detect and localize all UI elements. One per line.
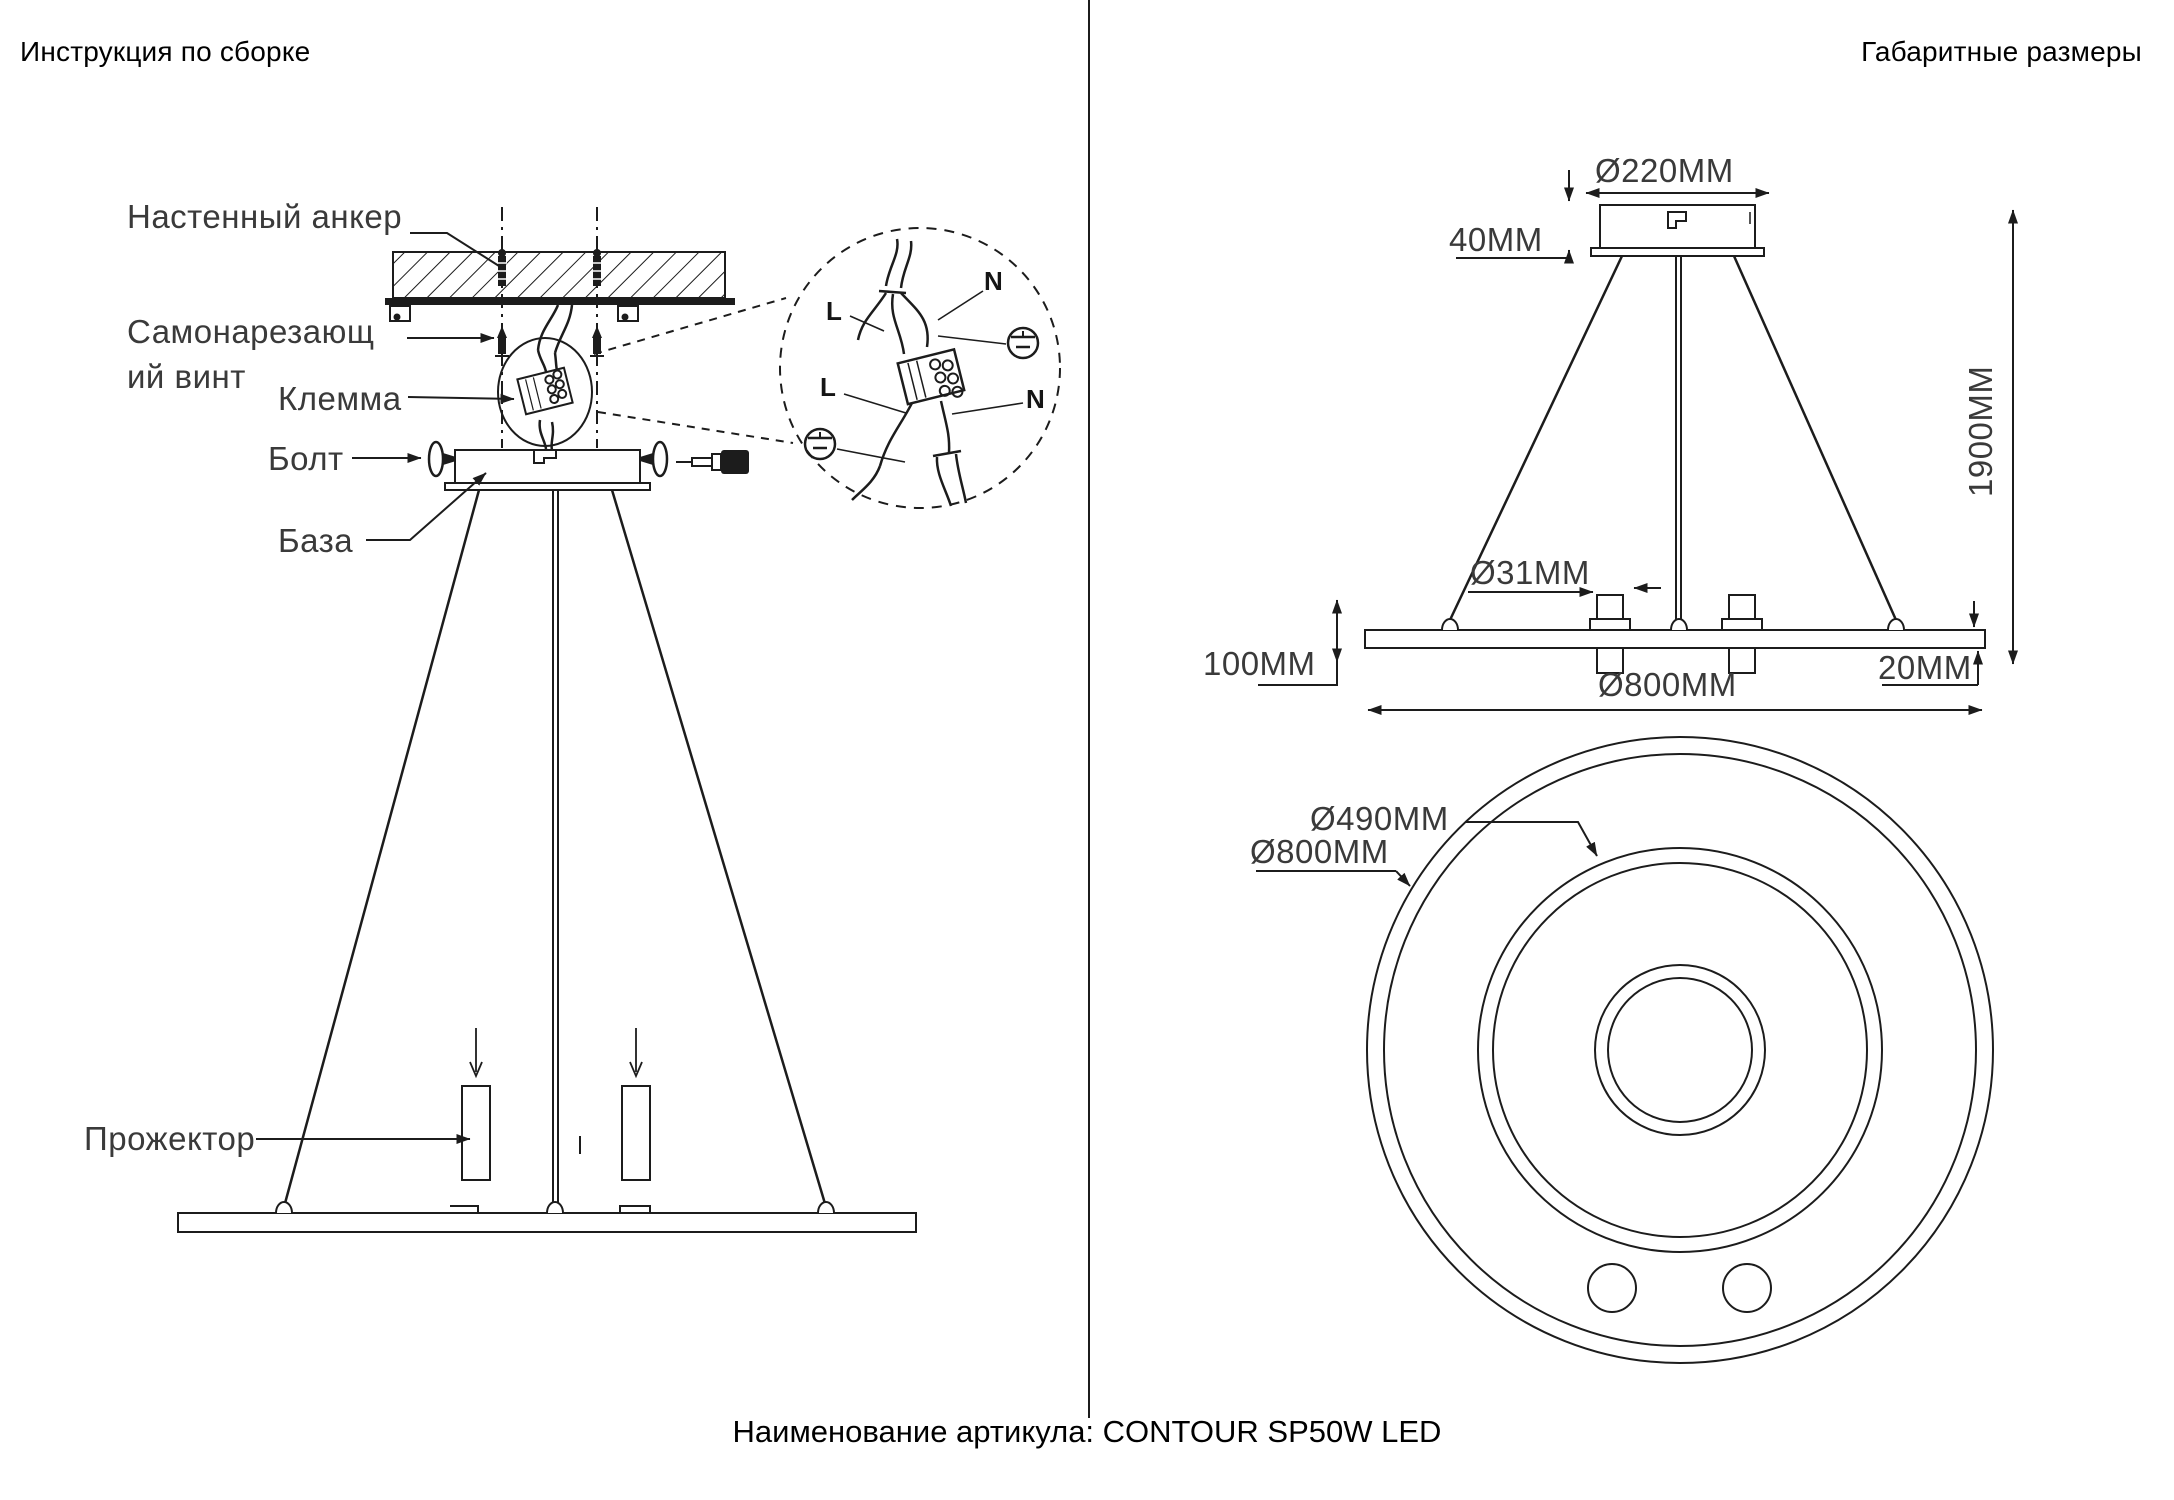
anchor-centerlines: [502, 207, 597, 448]
bolt-icon: [429, 442, 456, 476]
install-arrow-icon: [470, 1028, 642, 1076]
dim-label-canopy-height: 40MM: [1449, 221, 1543, 258]
mount-clip-icon: [618, 306, 638, 321]
label-terminal: Клемма: [278, 380, 402, 417]
label-bolt: Болт: [268, 440, 344, 477]
ring-bar-left: [178, 1213, 916, 1232]
suspension-cables-left: [284, 490, 826, 1213]
label-wire-live-top: L: [826, 296, 842, 326]
dim-label-overall-height: 1900MM: [1962, 365, 1999, 497]
ground-icon: [805, 429, 835, 459]
dim-label-spotlight-diameter: Ø31MM: [1470, 554, 1590, 591]
ring-side: [1365, 619, 1985, 648]
article-name: Наименование артикула: CONTOUR SP50W LED: [732, 1414, 1442, 1449]
terminal-block-icon: [517, 368, 572, 415]
label-self-tapping-screw-line1: Самонарезающ: [127, 313, 375, 350]
dim-label-ring-thickness: 20MM: [1878, 649, 1972, 686]
dim-label-canopy-diameter: Ø220MM: [1595, 152, 1734, 189]
ground-icon: [1008, 328, 1038, 358]
canopy-side: [1591, 205, 1764, 256]
dim-label-ring-diameter-side: Ø800MM: [1598, 666, 1737, 703]
label-self-tapping-screw-line2: ий винт: [127, 358, 246, 395]
label-wire-neutral-top: N: [984, 266, 1003, 296]
label-spotlight: Прожектор: [84, 1120, 256, 1157]
screwdriver-icon: [676, 450, 749, 474]
ring-attachments-left: [276, 1202, 834, 1213]
dim-outer-ring-leader: [1256, 871, 1410, 886]
label-wall-anchor: Настенный анкер: [127, 198, 403, 235]
spotlight-icon: [450, 1086, 650, 1213]
label-base: База: [278, 522, 354, 559]
label-wire-neutral-bottom: N: [1026, 384, 1045, 414]
bolt-icon: [640, 442, 667, 476]
dim-label-inner-ring-diameter: Ø490MM: [1310, 800, 1449, 837]
dim-label-spotlight-height: 100MM: [1203, 645, 1316, 682]
right-panel-title: Габаритные размеры: [1861, 36, 2142, 67]
dim-label-ring-diameter-top: Ø800MM: [1250, 833, 1389, 870]
balloon-terminal-block-icon: [898, 349, 966, 409]
label-leaders: [256, 233, 514, 1139]
mount-clip-icon: [390, 306, 410, 321]
self-tapping-screw-icon: [590, 326, 604, 356]
label-wire-live-bottom: L: [820, 372, 836, 402]
left-panel-title: Инструкция по сборке: [20, 36, 311, 67]
top-view-rings: [1367, 737, 1993, 1363]
ceiling: [385, 252, 735, 305]
self-tapping-screw-icon: [495, 326, 509, 356]
